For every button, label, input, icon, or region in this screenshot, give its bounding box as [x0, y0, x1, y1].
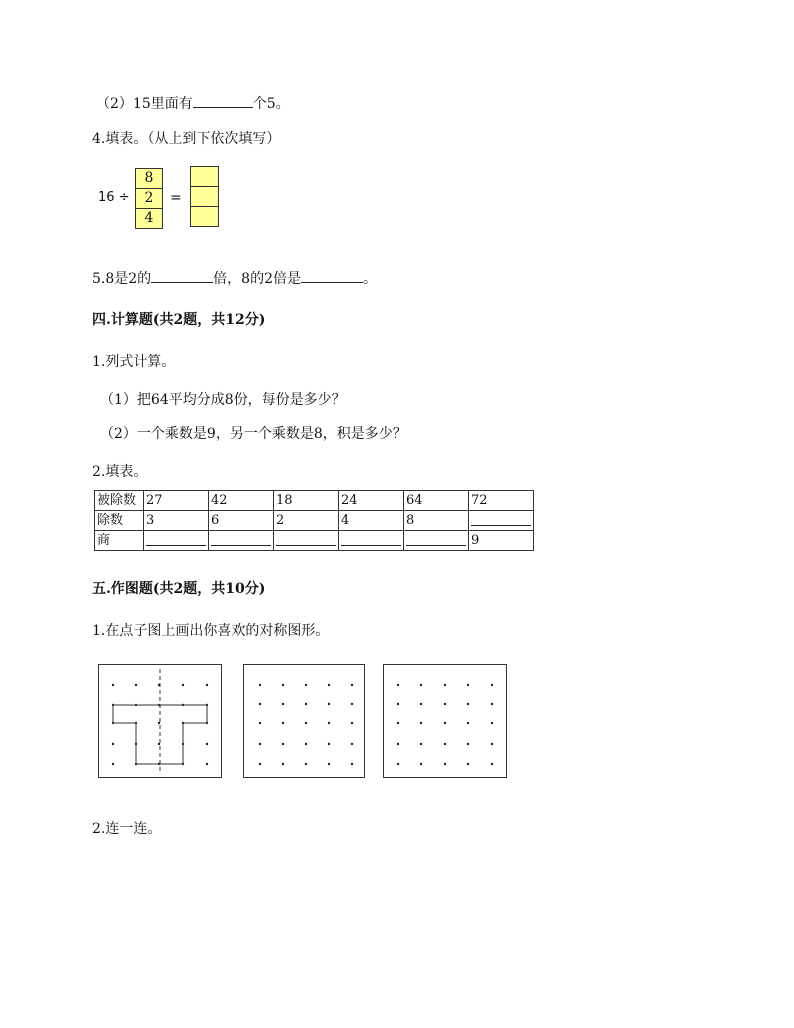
table-row: [95, 531, 534, 551]
table-cell: 4: [339, 511, 404, 531]
grid-dots: [112, 684, 208, 765]
answer-blank[interactable]: [276, 545, 336, 546]
table-cell: 64: [404, 491, 469, 511]
section-4-q1-title: 1.列式计算。: [92, 354, 176, 370]
section-5-q1-title: 1.在点子图上画出你喜欢的对称图形。: [92, 623, 330, 639]
divisor-cell: 4: [144, 210, 154, 226]
divisor-cell: 2: [136, 189, 162, 209]
grid-dots: [259, 684, 353, 765]
question-4-title: 4.填表。（从上到下依次填写）: [92, 131, 281, 147]
question-text: 。: [363, 271, 377, 287]
dot-grid-example: [98, 664, 222, 778]
table-cell: 27: [144, 491, 209, 511]
dot-grid-example-svg: [99, 665, 221, 777]
section-4-q2-title: 2.填表。: [92, 464, 148, 480]
question-3-2: [96, 95, 290, 113]
equals-sign: =: [170, 190, 182, 206]
fill-table: [94, 490, 534, 551]
section-5-heading: 五.作图题(共2题，共10分): [92, 581, 266, 597]
answer-cell[interactable]: [404, 531, 469, 551]
answer-blank[interactable]: [301, 270, 363, 283]
question-text: （2）15里面有: [96, 96, 193, 112]
row-label: 被除数: [95, 491, 144, 511]
divisor-cell: 8: [136, 169, 162, 189]
answer-blank[interactable]: [211, 545, 271, 546]
answer-blank[interactable]: [146, 545, 206, 546]
table-cell: 2: [274, 511, 339, 531]
answer-cell[interactable]: [144, 531, 209, 551]
grid-dots: [397, 684, 493, 765]
dot-grid-3-svg: [384, 665, 506, 777]
question-text: 5.8是2的: [92, 271, 152, 287]
dot-grid-2[interactable]: [243, 664, 365, 778]
question-5: [92, 270, 377, 288]
answer-blank[interactable]: [471, 525, 531, 526]
answer-blank[interactable]: [151, 270, 213, 283]
section-5-q2-title: 2.连一连。: [92, 821, 162, 837]
division-expression: [98, 189, 130, 207]
table-cell: 18: [274, 491, 339, 511]
answer-blank[interactable]: [406, 545, 466, 546]
answer-cell[interactable]: [339, 531, 404, 551]
dot-grid-2-svg: [244, 665, 364, 777]
table-cell: 3: [144, 511, 209, 531]
answer-cell[interactable]: [209, 531, 274, 551]
dividend-value: 16: [98, 190, 115, 205]
table-cell: 24: [339, 491, 404, 511]
answer-cell[interactable]: [191, 207, 218, 226]
question-text: 倍，8的2倍是: [213, 271, 301, 287]
section-4-q1-b: （2）一个乘数是9，另一个乘数是8，积是多少？: [100, 426, 407, 442]
table-cell: 72: [469, 491, 534, 511]
answer-cell[interactable]: [191, 187, 218, 207]
row-label: 除数: [95, 511, 144, 531]
answer-blank[interactable]: [341, 545, 401, 546]
divide-sign: ÷: [118, 190, 130, 205]
divisor-column: [135, 168, 163, 229]
dot-grid-3[interactable]: [383, 664, 507, 778]
row-label: 商: [95, 531, 144, 551]
section-4-heading: 四.计算题(共2题，共12分): [92, 312, 266, 328]
answer-column: [190, 166, 219, 227]
table-row: [95, 511, 534, 531]
table-row: [95, 491, 534, 511]
table-cell: 8: [404, 511, 469, 531]
question-text: 个5。: [252, 96, 290, 112]
table-cell: 9: [469, 531, 534, 551]
answer-cell[interactable]: [191, 167, 218, 187]
answer-cell[interactable]: [274, 531, 339, 551]
answer-cell[interactable]: [469, 511, 534, 531]
table-cell: 6: [209, 511, 274, 531]
section-4-q1-a: （1）把64平均分成8份，每份是多少？: [100, 392, 346, 408]
answer-blank[interactable]: [193, 95, 253, 108]
table-cell: 42: [209, 491, 274, 511]
